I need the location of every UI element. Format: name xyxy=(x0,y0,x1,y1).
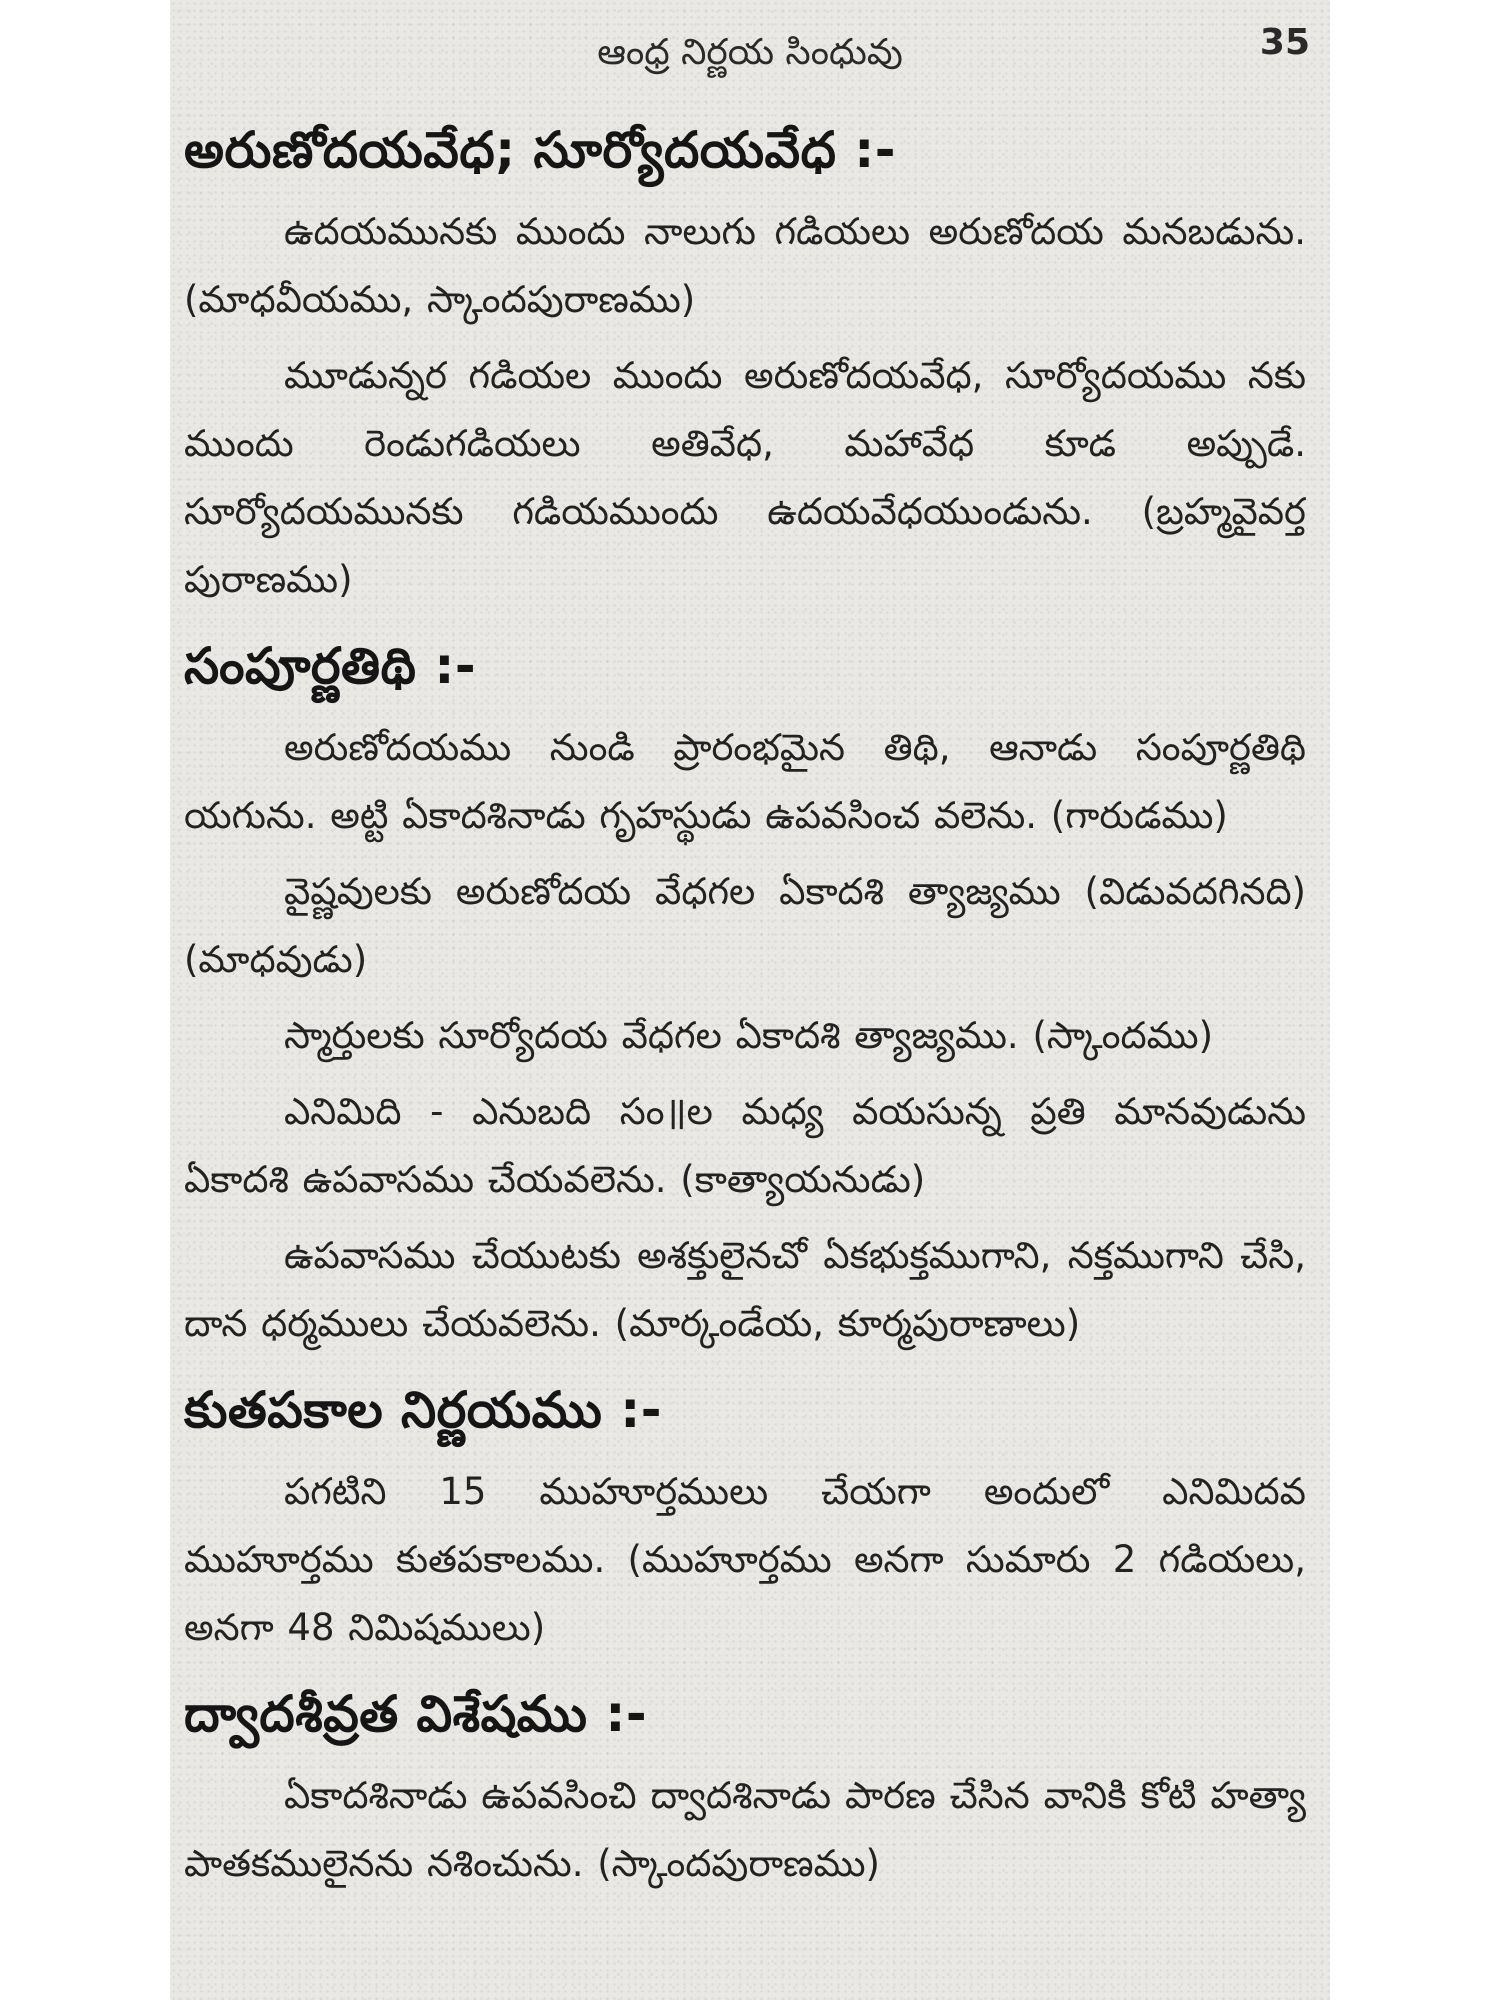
paragraph: ఉదయమునకు ముందు నాలుగు గడియలు అరుణోదయ మనబడును. (మాధవీయము, స్కాందపురాణము) xyxy=(184,210,1306,321)
book-page xyxy=(170,0,1330,2000)
section-dwadashi-vrata xyxy=(184,1676,1306,1898)
paragraph: వైష్ణవులకు అరుణోదయ వేధగల ఏకాదశి త్యాజ్యము (విడువదగినది) (మాధవుడు) xyxy=(184,870,1306,981)
paragraph: ఎనిమిది - ఎనుబది సం॥ల మధ్య వయసున్న ప్రతి మానవుడును ఏకాదశి ఉపవాసము చేయవలెను. (కాత్యాయనుడు) xyxy=(184,1090,1306,1201)
paragraph: మూడున్నర గడియల ముందు అరుణోదయవేధ, సూర్యోదయము నకు ముందు రెండుగడియలు అతివేధ, మహావేధ కూడ అప్పుడే. సూర్యోదయమునకు గడియముందు ఉదయవేధయుండును. (బ్రహ్మవైవర్త పురాణము) xyxy=(184,354,1306,601)
page-content xyxy=(184,112,1306,1912)
section-heading: కుతపకాల నిర్ణయము :- xyxy=(184,1381,662,1439)
paragraph: ఏకాదశినాడు ఉపవసించి ద్వాదశినాడు పారణ చేసిన వానికి కోటి హత్యా పాతకములైనను నశించును. (స్కాందపురాణము) xyxy=(184,1774,1306,1885)
paragraph: స్మార్తులకు సూర్యోదయ వేధగల ఏకాదశి త్యాజ్యము. (స్కాందము) xyxy=(284,1014,1214,1057)
page-number: 35 xyxy=(1259,22,1310,63)
section-heading: అరుణోదయవేధ; సూర్యోదయవేధ :- xyxy=(184,121,897,179)
paragraph: అరుణోదయము నుండి ప్రారంభమైన తిథి, ఆనాడు సంపూర్ణతిథి యగును. అట్టి ఏకాదశినాడు గృహస్థుడు ఉపవసించ వలెను. (గారుడము) xyxy=(184,726,1306,837)
section-heading: ద్వాదశీవ్రత విశేషము :- xyxy=(184,1685,648,1743)
paragraph: పగటిని 15 ముహూర్తములు చేయగా అందులో ఎనిమిదవ ముహూర్తము కుతపకాలము. (ముహూర్తము అనగా సుమారు 2 గడియలు, అనగా 48 నిమిషములు) xyxy=(184,1470,1306,1649)
section-arunodaya-vedha xyxy=(184,112,1306,614)
section-heading: సంపూర్ణతిథి :- xyxy=(184,637,477,695)
section-sampoorna-tithi xyxy=(184,628,1306,1358)
paragraph: ఉపవాసము చేయుటకు అశక్తులైనచో ఏకభుక్తముగాని, నక్తముగాని చేసి, దాన ధర్మములు చేయవలెను. (మార్కండేయ, కూర్మపురాణాలు) xyxy=(184,1234,1306,1345)
section-kutapakala-nirnayamu xyxy=(184,1372,1306,1662)
running-title: ఆంధ్ర నిర్ణయ సింధువు xyxy=(597,32,903,73)
running-head xyxy=(170,22,1330,72)
